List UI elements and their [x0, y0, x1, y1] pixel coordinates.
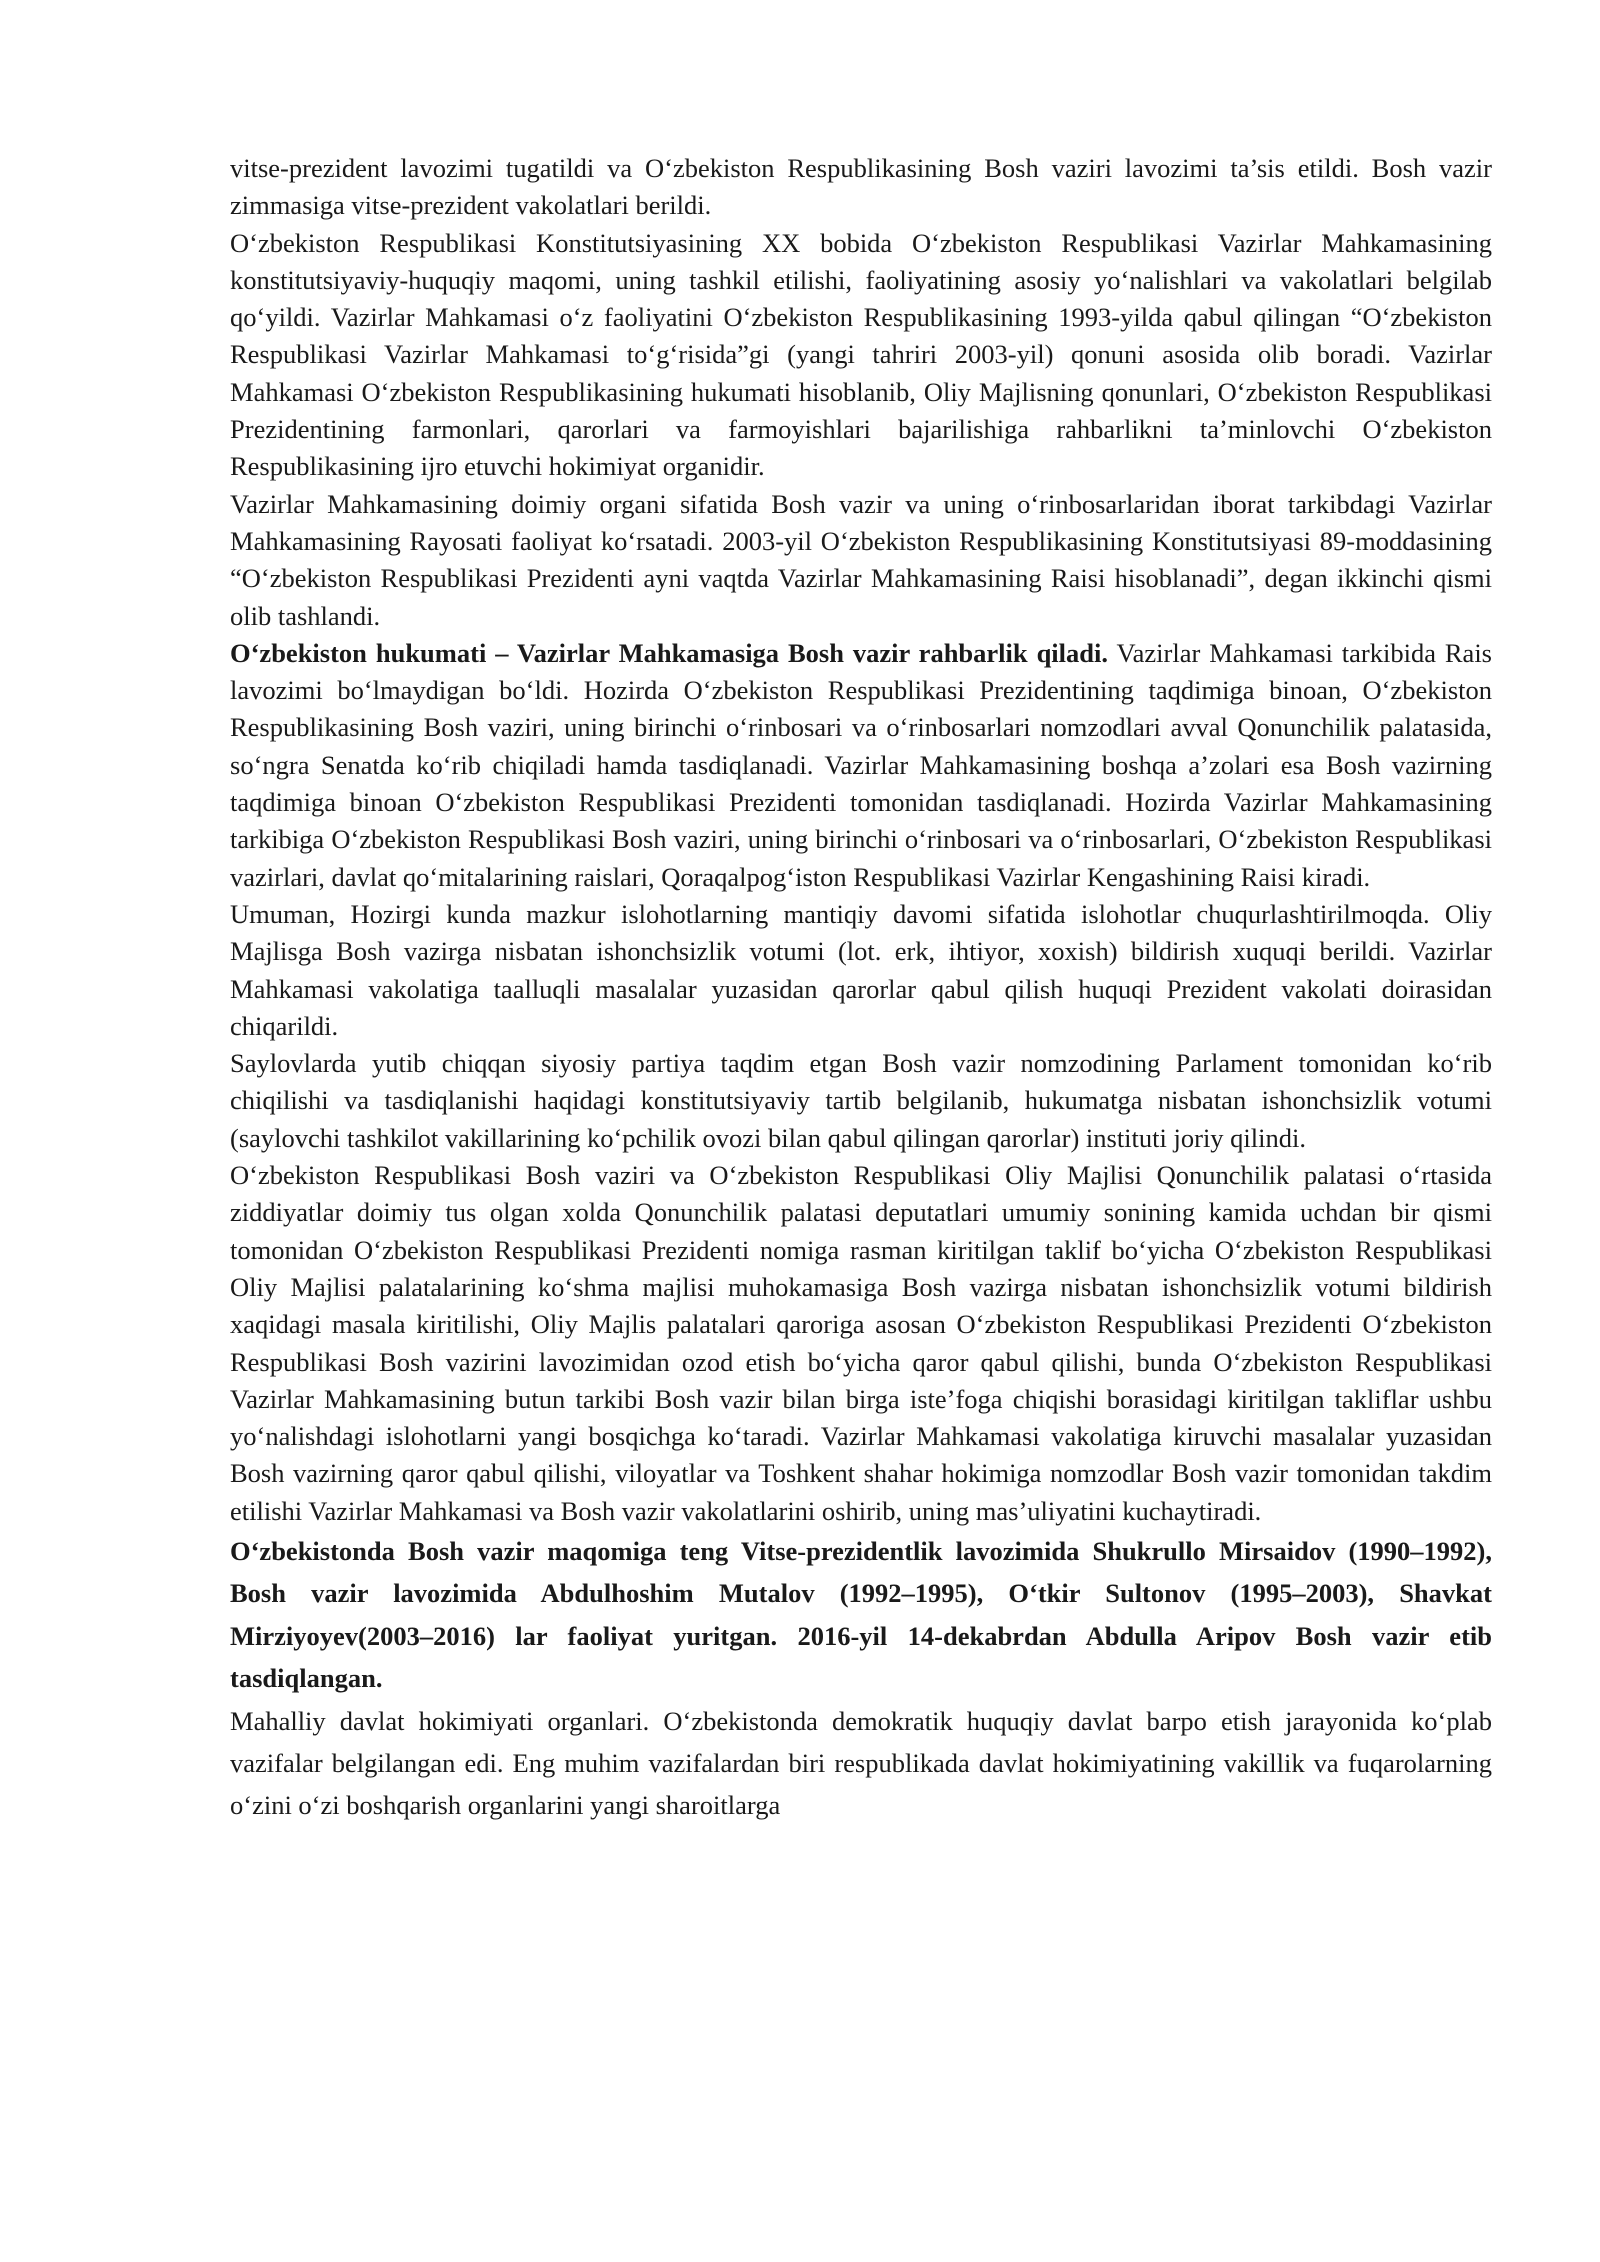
paragraph-no-confidence: O‘zbekiston Respublikasi Bosh vaziri va O‘zbekiston Respublikasi Oliy Majlisi Qonunchilik palatasi o‘rtasida ziddiyatlar doimiy tus olgan xolda Qonunchilik palatasi deputatlari umumiy sonining kamida uchdan bir qismi tomonidan O‘zbekiston Respublikasi Prezidenti nomiga rasman kiritilgan taklif bo‘yicha O‘zbekiston Respublikasi Oliy Majlisi palatalarining ko‘shma majlisi muhokamasiga Bosh vazirga nisbatan ishonchsizlik votumi bildirish xaqidagi masala kiritilishi, Oliy Majlis palatalari qaroriga asosan O‘zbekiston Respublikasi Prezidenti O‘zbekiston Respublikasi Bosh vazirini lavozimidan ozod etish bo‘yicha qaror qabul qilishi, bunda O‘zbekiston Respublikasi Vazirlar Mahkamasining butun tarkibi Bosh vazir bilan birga iste’foga chiqishi borasidagi kiritilgan takliflar ushbu yo‘nalishdagi islohotlarni yangi bosqichga ko‘taradi. Vazirlar Mahkamasi vakolatiga kiruvchi masalalar yuzasidan Bosh vazirning qaror qabul qilishi, viloyatlar va Toshkent shahar hokimiga nomzodlar Bosh vazir tomonidan takdim etilishi Vazirlar Mahkamasi va Bosh vazir vakolatlarini oshirib, uning mas’uliyatini kuchaytiradi.	[230, 1160, 1492, 1526]
paragraph-vice-president: vitse-prezident lavozimi tugatildi va O‘zbekiston Respublikasining Bosh vaziri lavozimi ta’sis etildi. Bosh vazir zimmasiga vitse-prezident vakolatlari berildi.	[230, 153, 1492, 221]
paragraph-reforms: Umuman, Hozirgi kunda mazkur islohotlarning mantiqiy davomi sifatida islohotlar chuqurlashtirilmoqda. Oliy Majlisga Bosh vazirga nisbatan ishonchsizlik votumi (lot. erk, ihtiyor, xoxish) bildirish xuquqi berildi. Vazirlar Mahkamasi vakolatiga taalluqli masalalar yuzasidan qarorlar qabul qilish huquqi Prezident vakolati doirasidan chiqarildi.	[230, 898, 1492, 1041]
paragraph-elections: Saylovlarda yutib chiqqan siyosiy partiya taqdim etgan Bosh vazir nomzodining Parlament tomonidan ko‘rib chiqilishi va tasdiqlanishi haqidagi konstitutsiyaviy tartib belgilanib, hukumatga nisbatan ishonchsizlik votumi (saylovchi tashkilot vakillarining ko‘pchilik ovozi bilan qabul qilingan qarorlar) instituti joriy qilindi.	[230, 1048, 1492, 1153]
paragraph-government-rest: Vazirlar Mahkamasi tarkibida Rais lavozimi bo‘lmaydigan bo‘ldi. Hozirda O‘zbekiston Respublikasi Prezidentining taqdimiga binoan, O‘zbekiston Respublikasining Bosh vaziri, uning birinchi o‘rinbosari va o‘rinbosarlari nomzodlari avval Qonunchilik palatasida, so‘ngra Senatda ko‘rib chiqiladi hamda tasdiqlanadi. Vazirlar Mahkamasining boshqa a’zolari esa Bosh vazirning taqdimiga binoan O‘zbekiston Respublikasi Prezidenti tomonidan tasdiqlanadi. Hozirda Vazirlar Mahkamasining tarkibiga O‘zbekiston Respublikasi Bosh vaziri, uning birinchi o‘rinbosari va o‘rinbosarlari, O‘zbekiston Respublikasi vazirlari, davlat qo‘mitalarining raislari, Qoraqalpog‘iston Respublikasi Vazirlar Kengashining Raisi kiradi.	[230, 637, 1492, 892]
paragraph-local-government: Mahalliy davlat hokimiyati organlari. O‘zbekistonda demokratik huquqiy davlat barpo etish jarayonida ko‘plab vazifalar belgilangan edi. Eng muhim vazifalardan biri respublikada davlat hokimiyatining vakillik va fuqarolarning o‘zini o‘zi boshqarish organlarini yangi sharoitlarga	[230, 1705, 1492, 1820]
document-page	[230, 150, 1492, 1826]
paragraph-constitution: O‘zbekiston Respublikasi Konstitutsiyasining XX bobida O‘zbekiston Respublikasi Vazirlar Mahkamasining konstitutsiyaviy-huquqiy maqomi, uning tashkil etilishi, faoliyatining asosiy yo‘nalishlari va vakolatlari belgilab qo‘yildi. Vazirlar Mahkamasi o‘z faoliyatini O‘zbekiston Respublikasining 1993-yilda qabul qilingan “O‘zbekiston Respublikasi Vazirlar Mahkamasi to‘g‘risida”gi (yangi tahriri 2003-yil) qonuni asosida olib boradi. Vazirlar Mahkamasi O‘zbekiston Respublikasining hukumati hisoblanib, Oliy Majlisning qonunlari, O‘zbekiston Respublikasi Prezidentining farmonlari, qarorlari va farmoyishlari bajarilishiga rahbarlikni ta’minlovchi O‘zbekiston Respublikasining ijro etuvchi hokimiyat organidir.	[230, 227, 1492, 482]
paragraph-cabinet-presidium: Vazirlar Mahkamasining doimiy organi sifatida Bosh vazir va uning o‘rinbosarlaridan iborat tarkibdagi Vazirlar Mahkamasining Rayosati faoliyat ko‘rsatadi. 2003-yil O‘zbekiston Respublikasining Konstitutsiyasi 89-moddasining “O‘zbekiston Respublikasi Prezidenti ayni vaqtda Vazirlar Mahkamasining Raisi hisoblanadi”, degan ikkinchi qismi olib tashlandi.	[230, 488, 1492, 631]
paragraph-government-bold: O‘zbekiston hukumati – Vazirlar Mahkamasiga Bosh vazir rahbarlik qiladi.	[230, 637, 1109, 668]
paragraph-government	[230, 635, 1492, 896]
paragraph-prime-ministers: O‘zbekistonda Bosh vazir maqomiga teng Vitse-prezidentlik lavozimida Shukrullo Mirsaidov (1990–1992), Bosh vazir lavozimida Abdulhoshim Mutalov (1992–1995), O‘tkir Sultonov (1995–2003), Shavkat Mirziyoyev(2003–2016) lar faoliyat yuritgan. 2016-yil 14-dekabrdan Abdulla Aripov Bosh vazir etib tasdiqlangan.	[230, 1535, 1492, 1694]
